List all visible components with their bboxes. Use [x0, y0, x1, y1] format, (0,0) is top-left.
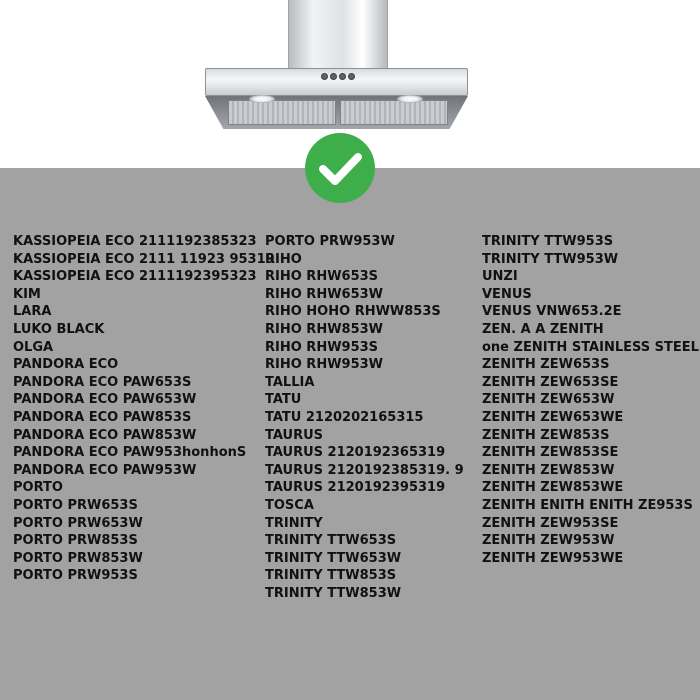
grease-filter — [340, 100, 448, 125]
model-column-1 — [13, 233, 275, 585]
model-name: ZENITH ZEW853SE — [482, 445, 619, 461]
model-name: KASSIOPEIA ECO 2111192385323 — [13, 234, 257, 249]
hood-chimney — [288, 0, 388, 68]
hood-light — [249, 95, 275, 103]
model-name: TRINITY TTW853W — [265, 585, 402, 601]
model-name: TATU — [265, 392, 302, 408]
control-button — [330, 73, 337, 80]
model-name: VENUS — [482, 286, 532, 302]
hood-canopy — [205, 68, 468, 96]
model-name: ZENITH ZEW653WE — [482, 409, 624, 425]
model-column-2 — [265, 233, 464, 602]
model-name: KIM — [13, 286, 41, 302]
model-name: UNZI — [482, 269, 518, 285]
model-name: RIHO RHW953S — [265, 339, 379, 355]
model-name: RIHO RHW853W — [265, 321, 384, 337]
model-name: RIHO — [265, 251, 302, 267]
checkmark-icon — [305, 133, 375, 203]
model-name: LUKO BLACK — [13, 321, 105, 337]
model-name: PORTO PRW853S — [13, 533, 138, 549]
model-name: RIHO RHW653S — [265, 269, 379, 285]
model-name: TRINITY TTW853S — [265, 568, 397, 584]
model-name: ZENITH ZEW653SE — [482, 374, 619, 390]
model-name: TAURUS 2120192395319 — [265, 480, 446, 496]
model-name: PANDORA ECO — [13, 357, 119, 373]
model-name: TALLIA — [265, 374, 315, 390]
model-name: ZENITH ZEW953W — [482, 533, 615, 549]
model-name: TATU 2120202165315 — [265, 409, 424, 425]
model-name: TAURUS 2120192385319. 9 — [265, 462, 464, 478]
model-name: one ZENITH STAINLESS STEEL — [482, 339, 699, 355]
model-name: ZENITH ZEW853S — [482, 427, 610, 443]
grease-filter — [228, 100, 336, 125]
model-name: ZENITH ZEW953WE — [482, 550, 624, 566]
model-name: PORTO PRW953W — [265, 234, 395, 249]
model-name: TRINITY TTW653W — [265, 550, 402, 566]
control-button — [348, 73, 355, 80]
model-name: ZEN. A A ZENITH — [482, 321, 604, 337]
model-name: PANDORA ECO PAW653S — [13, 374, 192, 390]
model-name: OLGA — [13, 339, 54, 355]
model-name: ZENITH ZEW953SE — [482, 515, 619, 531]
model-name: ZENITH ZEW653W — [482, 392, 615, 408]
model-name: ZENITH ZEW853WE — [482, 480, 624, 496]
model-name: RIHO RHW953W — [265, 357, 384, 373]
model-name: PORTO PRW853W — [13, 550, 143, 566]
model-name: RIHO HOHO RHWW853S — [265, 304, 441, 320]
model-name: VENUS VNW653.2E — [482, 304, 622, 320]
model-name: PANDORA ECO PAW953honhonS — [13, 445, 247, 461]
model-name: LARA — [13, 304, 52, 320]
model-name: TRINITY TTW953W — [482, 251, 619, 267]
model-name: TOSCA — [265, 497, 314, 513]
model-name: PANDORA ECO PAW853W — [13, 427, 197, 443]
model-name: ZENITH ZEW653S — [482, 357, 610, 373]
control-button — [339, 73, 346, 80]
model-name: TRINITY TTW653S — [265, 533, 397, 549]
hood-light — [397, 95, 423, 103]
model-name: TAURUS 2120192365319 — [265, 445, 446, 461]
model-name: PANDORA ECO PAW953W — [13, 462, 197, 478]
model-name: PORTO PRW653W — [13, 515, 143, 531]
model-name: PORTO — [13, 480, 63, 496]
model-name: ZENITH ZEW853W — [482, 462, 615, 478]
model-name: ZENITH ENITH ENITH ZE953S — [482, 497, 693, 513]
control-button — [321, 73, 328, 80]
model-name: RIHO RHW653W — [265, 286, 384, 302]
model-name: PORTO PRW953S — [13, 568, 138, 584]
model-name: TAURUS — [265, 427, 324, 443]
model-name: PANDORA ECO PAW653W — [13, 392, 197, 408]
model-name: PORTO PRW653S — [13, 497, 138, 513]
model-column-3 — [482, 233, 699, 567]
model-name: KASSIOPEIA ECO 2111 11923 95319 — [13, 251, 275, 267]
model-name: TRINITY TTW953S — [482, 234, 614, 249]
model-name: TRINITY — [265, 515, 323, 531]
model-name: PANDORA ECO PAW853S — [13, 409, 192, 425]
model-name: KASSIOPEIA ECO 2111192395323 — [13, 269, 257, 285]
